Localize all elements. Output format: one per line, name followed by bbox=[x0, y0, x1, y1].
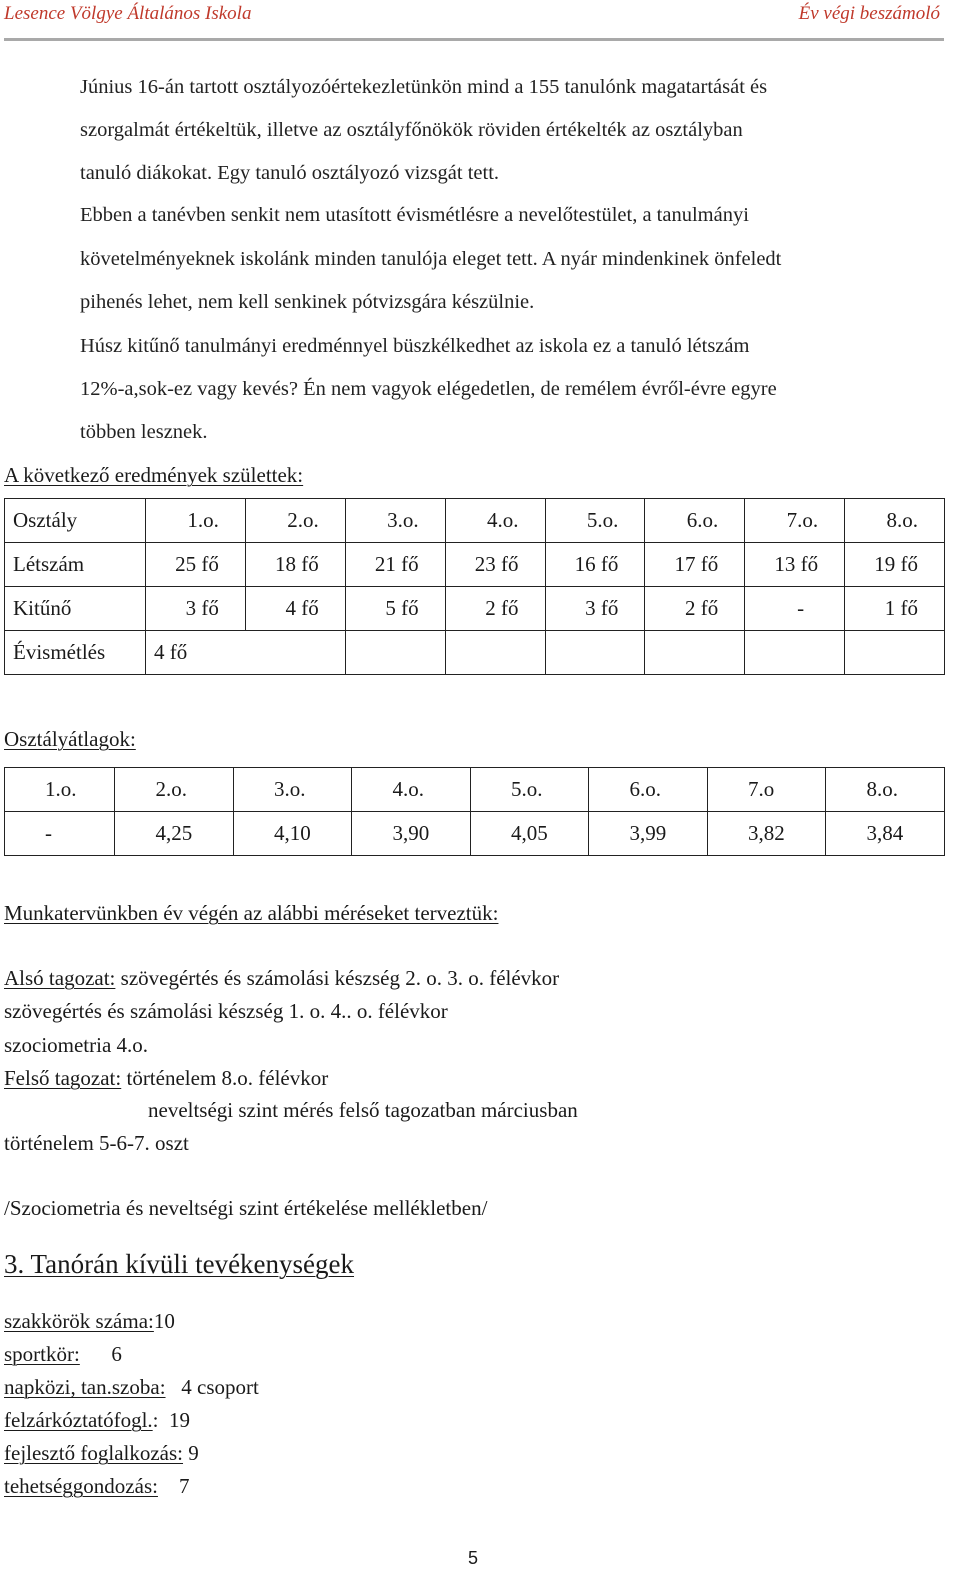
table-cell: 6.o. bbox=[645, 499, 745, 543]
table-cell: Osztály bbox=[5, 499, 146, 543]
table-cell: 8.o. bbox=[845, 499, 945, 543]
table-cell: - bbox=[5, 812, 115, 856]
table-cell: 4 fő bbox=[146, 631, 246, 675]
header-divider bbox=[4, 38, 944, 41]
table-cell: 4,10 bbox=[233, 812, 352, 856]
table-cell bbox=[345, 631, 445, 675]
intro-line: szorgalmát értékeltük, illetve az osztályfőnökök röviden értékelték az osztályban bbox=[80, 119, 743, 141]
activity-label: tehetséggondozás: bbox=[4, 1474, 158, 1498]
table-cell: Évismétlés bbox=[5, 631, 146, 675]
table-cell: 4.o. bbox=[352, 768, 471, 812]
table-row bbox=[5, 768, 945, 812]
activity-value: 9 bbox=[183, 1441, 199, 1465]
table-cell: 1 fő bbox=[845, 587, 945, 631]
table-cell: 25 fő bbox=[146, 543, 246, 587]
table-cell bbox=[845, 631, 945, 675]
table-cell: 19 fő bbox=[845, 543, 945, 587]
table-cell bbox=[545, 631, 645, 675]
appendix-note: /Szociometria és neveltségi szint értékelése mellékletben/ bbox=[4, 1196, 488, 1220]
intro-line: Június 16-án tartott osztályozóértekezletünkön mind a 155 tanulónk magatartását és bbox=[80, 76, 768, 98]
activity-label: napközi, tan.szoba: bbox=[4, 1375, 166, 1399]
table-cell: - bbox=[745, 587, 845, 631]
table-cell: 2.o. bbox=[245, 499, 345, 543]
table-row bbox=[5, 812, 945, 856]
activity-label: sportkör: bbox=[4, 1342, 80, 1366]
activity-label: szakkörök száma: bbox=[4, 1309, 154, 1333]
activity-item bbox=[4, 1474, 189, 1499]
table-cell: 7.o. bbox=[745, 499, 845, 543]
upper-grade-label: Felső tagozat: bbox=[4, 1066, 122, 1090]
measurement-line: szövegértés és számolási készség 1. o. 4.. o. félévkor bbox=[4, 999, 448, 1023]
activity-label: felzárkóztatófogl. bbox=[4, 1408, 153, 1432]
table-cell: 5 fő bbox=[345, 587, 445, 631]
table-cell bbox=[745, 631, 845, 675]
intro-line: Húsz kitűnő tanulmányi eredménnyel büszkélkedhet az iskola ez a tanuló létszám bbox=[80, 335, 750, 357]
activity-value: 4 csoport bbox=[165, 1375, 259, 1399]
table-cell: 5.o. bbox=[545, 499, 645, 543]
table-cell: 8.o. bbox=[826, 768, 945, 812]
table-row bbox=[5, 631, 945, 675]
results-heading: A következő eredmények születtek: bbox=[4, 463, 304, 487]
intro-line: követelményeknek iskolánk minden tanulója eleget tett. A nyár mindenkinek önfeledt bbox=[80, 248, 782, 270]
table-cell: Kitűnő bbox=[5, 587, 146, 631]
activity-value: : 19 bbox=[152, 1408, 191, 1432]
table-cell bbox=[645, 631, 745, 675]
table-row bbox=[5, 499, 945, 543]
measurement-line: történelem 5-6-7. oszt bbox=[4, 1131, 189, 1155]
intro-line: pihenés lehet, nem kell senkinek pótvizsgára készülnie. bbox=[80, 291, 535, 313]
table-cell: 3 fő bbox=[146, 587, 246, 631]
table-cell: 7.o bbox=[707, 768, 826, 812]
activity-value: 10 bbox=[153, 1309, 175, 1333]
activity-value: 6 bbox=[79, 1342, 122, 1366]
table-row bbox=[5, 543, 945, 587]
table-cell: 4,25 bbox=[115, 812, 234, 856]
table-cell: 3,82 bbox=[707, 812, 826, 856]
table-cell: 3,84 bbox=[826, 812, 945, 856]
activity-item bbox=[4, 1342, 122, 1367]
page-number: 5 bbox=[468, 1548, 479, 1568]
table-cell: 23 fő bbox=[445, 543, 545, 587]
table-cell: 1.o. bbox=[5, 768, 115, 812]
table-cell: 4.o. bbox=[445, 499, 545, 543]
activity-value: 7 bbox=[157, 1474, 190, 1498]
table-cell: 4,05 bbox=[470, 812, 589, 856]
table-cell: Létszám bbox=[5, 543, 146, 587]
results-table bbox=[4, 498, 945, 675]
intro-line: tanuló diákokat. Egy tanuló osztályozó vizsgát tett. bbox=[80, 162, 500, 184]
table-cell: 5.o. bbox=[470, 768, 589, 812]
upper-grade-text: történelem 8.o. félévkor bbox=[121, 1066, 329, 1090]
upper-grade-line bbox=[4, 1066, 328, 1091]
table-cell: 16 fő bbox=[545, 543, 645, 587]
header-school: Lesence Völgye Általános Iskola bbox=[4, 3, 252, 24]
activity-item bbox=[4, 1375, 259, 1400]
lower-grade-label: Alsó tagozat: bbox=[4, 966, 116, 990]
table-cell: 21 fő bbox=[345, 543, 445, 587]
activity-item bbox=[4, 1441, 199, 1466]
intro-line: 12%-a,sok-ez vagy kevés? Én nem vagyok elégedetlen, de remélem évről-évre egyre bbox=[80, 378, 777, 400]
table-cell: 3.o. bbox=[345, 499, 445, 543]
lower-grade-line bbox=[4, 966, 559, 991]
measurements-heading: Munkatervünkben év végén az alábbi méréseket terveztük: bbox=[4, 901, 499, 925]
section-title: 3. Tanórán kívüli tevékenységek bbox=[4, 1249, 355, 1279]
activity-label: fejlesztő foglalkozás: bbox=[4, 1441, 184, 1465]
measurement-line: szociometria 4.o. bbox=[4, 1033, 149, 1057]
table-cell: 2 fő bbox=[645, 587, 745, 631]
table-cell bbox=[445, 631, 545, 675]
activity-item bbox=[4, 1309, 175, 1334]
intro-line: Ebben a tanévben senkit nem utasított évismétlésre a nevelőtestület, a tanulmányi bbox=[80, 204, 749, 226]
activity-item bbox=[4, 1408, 190, 1433]
measurement-line: neveltségi szint mérés felső tagozatban márciusban bbox=[148, 1098, 578, 1122]
averages-table bbox=[4, 767, 945, 856]
lower-grade-text: szövegértés és számolási készség 2. o. 3. o. félévkor bbox=[115, 966, 560, 990]
table-cell bbox=[245, 631, 345, 675]
table-cell: 3,99 bbox=[589, 812, 708, 856]
table-cell: 3,90 bbox=[352, 812, 471, 856]
table-cell: 2.o. bbox=[115, 768, 234, 812]
table-cell: 18 fő bbox=[245, 543, 345, 587]
table-row bbox=[5, 587, 945, 631]
table-cell: 17 fő bbox=[645, 543, 745, 587]
header-report-title: Év végi beszámoló bbox=[798, 3, 940, 24]
table-cell: 13 fő bbox=[745, 543, 845, 587]
table-cell: 6.o. bbox=[589, 768, 708, 812]
table-cell: 3.o. bbox=[233, 768, 352, 812]
table-cell: 3 fő bbox=[545, 587, 645, 631]
intro-line: többen lesznek. bbox=[80, 421, 208, 443]
table-cell: 1.o. bbox=[146, 499, 246, 543]
table-cell: 2 fő bbox=[445, 587, 545, 631]
table-cell: 4 fő bbox=[245, 587, 345, 631]
averages-heading: Osztályátlagok: bbox=[4, 727, 136, 751]
